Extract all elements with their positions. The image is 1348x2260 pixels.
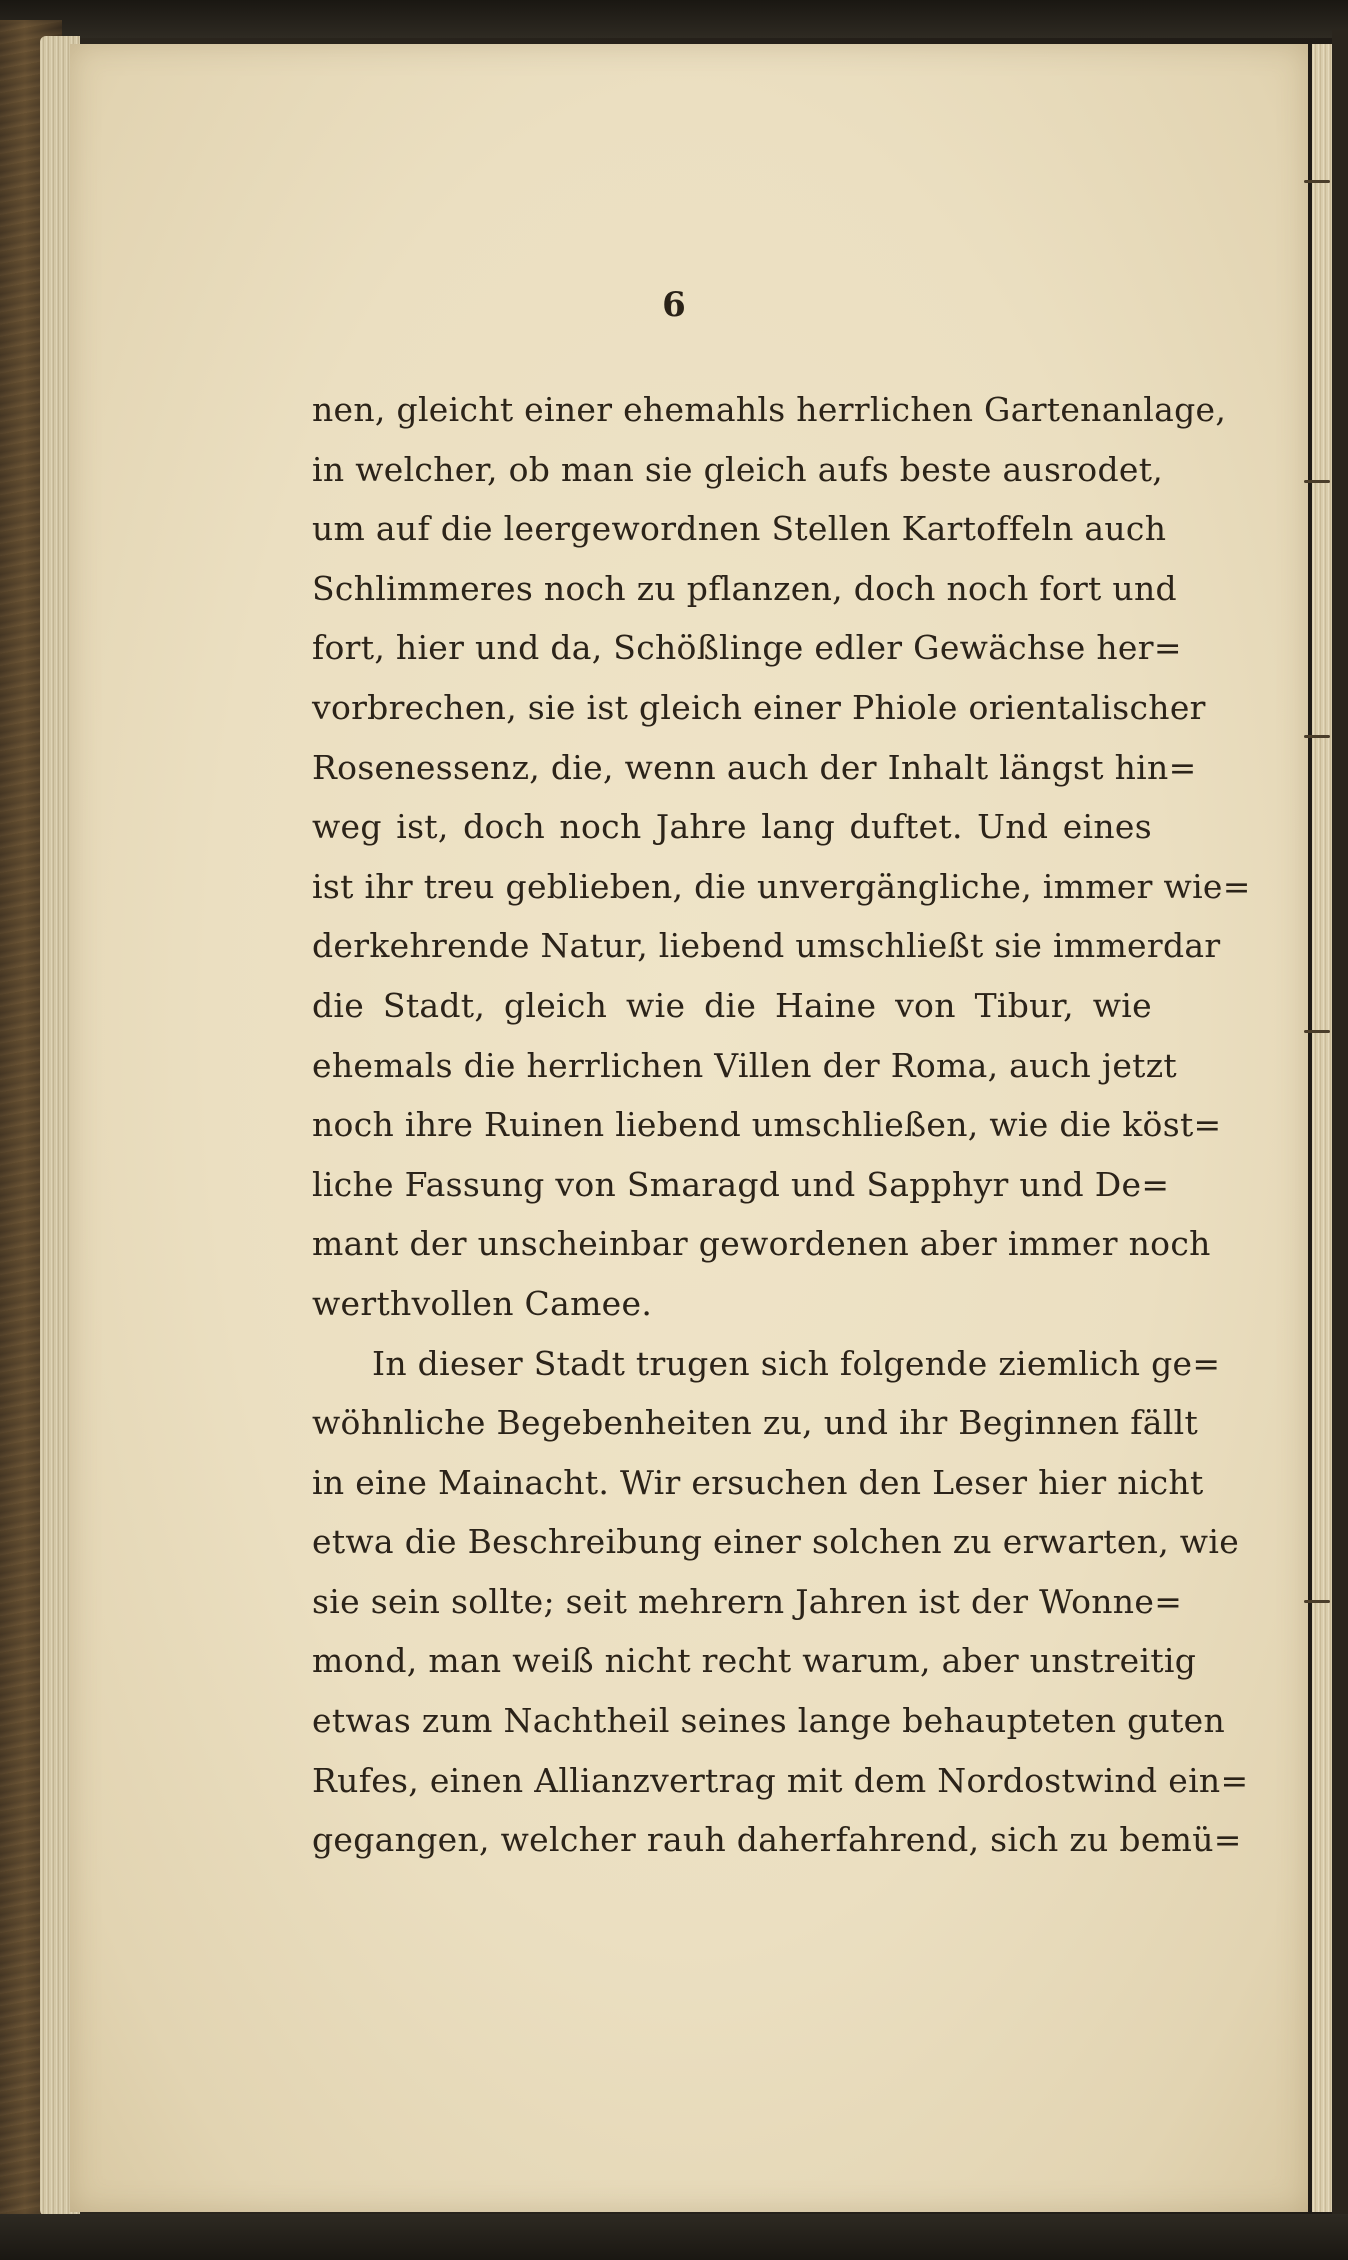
page-edge-mark <box>1304 1600 1330 1603</box>
page-edge-mark <box>1304 735 1330 738</box>
page-edge-mark <box>1304 1030 1330 1033</box>
page-edge-mark <box>1304 180 1330 183</box>
page-number: 6 <box>662 285 686 325</box>
text-line: derkehrende Natur, liebend umschließt sie immerdar <box>312 926 1221 966</box>
text-line: etwas zum Nachtheil seines lange behaupteten guten <box>312 1701 1226 1741</box>
text-line: in welcher, ob man sie gleich aufs beste ausrodet, <box>312 449 1164 489</box>
text-line: nen, gleicht einer ehemahls herrlichen Gartenanlage, <box>312 390 1227 429</box>
text-line: Rosenessenz, die, wenn auch der Inhalt längst hin= <box>312 747 1197 787</box>
text-line: gegangen, welcher rauh daherfahrend, sich zu bemü= <box>312 1820 1242 1860</box>
text-line: Rufes, einen Allianzvertrag mit dem Nordostwind ein= <box>312 1760 1249 1800</box>
text-line: mond, man weiß nicht recht warum, aber unstreitig <box>312 1641 1197 1681</box>
text-line: wöhnliche Begebenheiten zu, und ihr Beginnen fällt <box>312 1403 1199 1443</box>
right-scan-border <box>1332 30 1348 2260</box>
text-line: weg ist, doch noch Jahre lang duftet. Und eines <box>312 807 1152 847</box>
text-line: sie sein sollte; seit mehrern Jahren ist der Wonne= <box>312 1581 1183 1621</box>
text-line: werthvollen Camee. <box>312 1283 653 1323</box>
top-scan-border <box>0 0 1348 38</box>
text-line: fort, hier und da, Schößlinge edler Gewächse her= <box>312 628 1182 668</box>
text-line: vorbrechen, sie ist gleich einer Phiole orientalischer <box>312 687 1206 727</box>
text-line: Schlimmeres noch zu pflanzen, doch noch fort und <box>312 568 1177 608</box>
text-line: ehemals die herrlichen Villen der Roma, auch jetzt <box>312 1045 1177 1085</box>
page-edge-mark <box>1304 480 1330 483</box>
text-line: um auf die leergewordnen Stellen Kartoffeln auch <box>312 509 1167 549</box>
text-line: mant der unscheinbar gewordenen aber immer noch <box>312 1224 1211 1264</box>
text-line: noch ihre Ruinen liebend umschließen, wie die köst= <box>312 1105 1222 1145</box>
text-line: die Stadt, gleich wie die Haine von Tibur, wie <box>312 985 1152 1025</box>
text-line: ist ihr treu geblieben, die unvergängliche, immer wie= <box>312 866 1251 906</box>
text-line: etwa die Beschreibung einer solchen zu erwarten, wie <box>312 1522 1240 1562</box>
body-text <box>312 380 1251 1870</box>
text-line: liche Fassung von Smaragd und Sapphyr und De= <box>312 1164 1170 1204</box>
bottom-scan-border <box>0 2214 1348 2260</box>
page-stack-right <box>1312 44 1334 2212</box>
text-line: In dieser Stadt trugen sich folgende ziemlich ge= <box>372 1343 1221 1383</box>
text-line: in eine Mainacht. Wir ersuchen den Leser hier nicht <box>312 1462 1204 1502</box>
